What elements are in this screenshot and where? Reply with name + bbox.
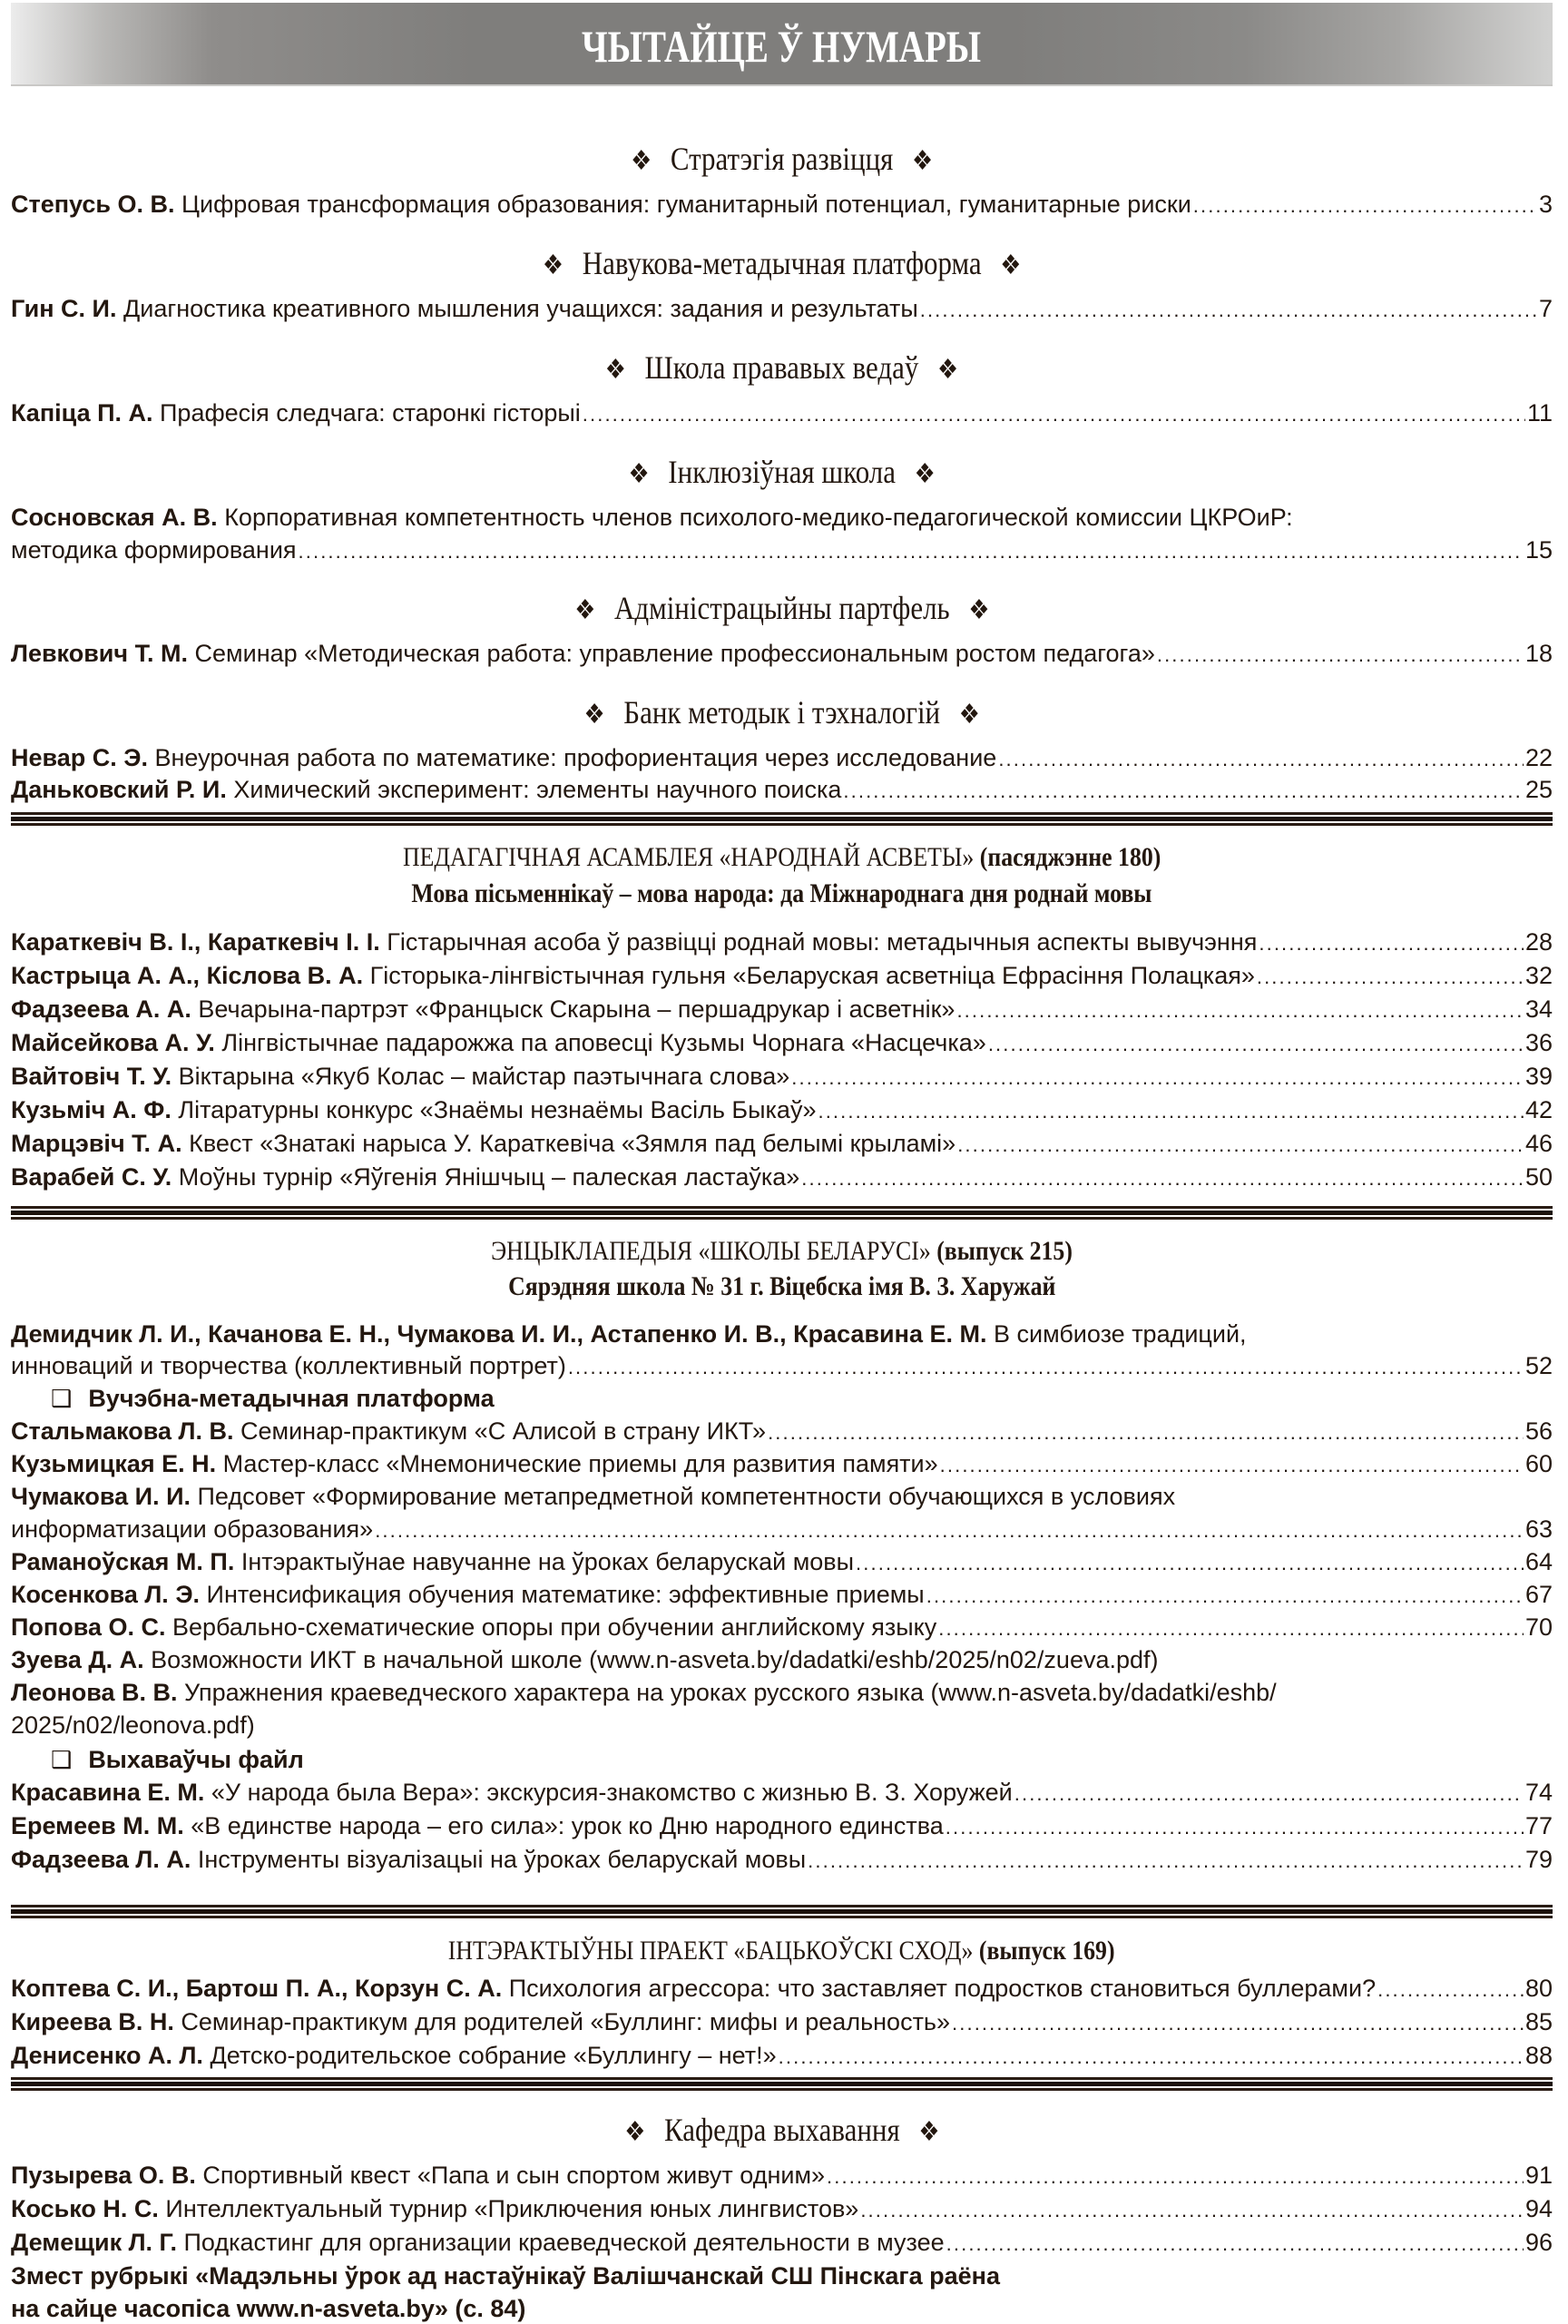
toc-entry[interactable]: [11, 502, 1553, 533]
entry-author: Даньковский Р. И.: [11, 776, 227, 803]
dot-leader: [779, 2042, 1524, 2073]
sub-rubric-title: Вучэбна-метадычная платформа: [88, 1385, 495, 1412]
divider-line: [11, 817, 1553, 821]
toc-entry[interactable]: [11, 1027, 1553, 1060]
entry-author: Невар С. Э.: [11, 744, 148, 771]
ornament-icon: ❖: [630, 146, 652, 176]
toc-entry-line: [11, 1481, 1553, 1512]
entry-author: Косько Н. С.: [11, 2195, 159, 2222]
toc-entry[interactable]: [11, 293, 1553, 326]
dot-leader: [808, 1846, 1524, 1877]
rubric-heading-inner: [605, 2110, 957, 2152]
rubric-title: Навукова-метадычная платформа: [582, 245, 982, 281]
ornament-icon: ❖: [1000, 250, 1022, 280]
dot-leader: [1377, 1975, 1524, 2005]
toc-entry[interactable]: [11, 1162, 1553, 1194]
rubric-title: Школа прававых ведаў: [644, 349, 919, 386]
divider-line: [11, 1211, 1553, 1215]
entry-author: Фадзеева А. А.: [11, 995, 191, 1023]
divider-line: [11, 1206, 1553, 1209]
ornament-icon: ❖: [914, 459, 936, 489]
entry-author: Демещик Л. Г.: [11, 2229, 177, 2256]
entry-title: Упражнения краеведческого характера на уроках русского языка (www.n-asveta.by/dadatki/eshb/: [184, 1679, 1277, 1706]
entry-page-number: 34: [1524, 995, 1553, 1023]
section-heading-text: ІНТЭРАКТЫЎНЫ ПРАЕКТ «БАЦЬКОЎСКІ СХОД»: [448, 1936, 974, 1966]
entry-title: Лінгвістычнае падарожжа па аповесці Кузьмы Чорнага «Насцечка»: [221, 1029, 986, 1056]
toc-entry-line: [11, 774, 1553, 807]
section-heading-inner: [448, 1935, 1115, 1967]
dot-leader: [801, 1163, 1524, 1194]
section-heading-inner: [403, 841, 1161, 874]
section-divider: [11, 1206, 1553, 1220]
entry-page-number: 39: [1524, 1063, 1553, 1090]
toc-entry[interactable]: [11, 1350, 1553, 1383]
entry-title: 2025/n02/leonova.pdf): [11, 1711, 255, 1739]
entry-author: Красавина Е. М.: [11, 1779, 205, 1806]
ornament-icon: ❖: [542, 250, 564, 280]
sub-rubric: [51, 1744, 304, 1775]
entry-title: Корпоративная компетентность членов психолого-медико-педагогической комиссии ЦКРОиР:: [224, 504, 1293, 531]
toc-entry[interactable]: [11, 189, 1553, 221]
entry-title: Мастер-класс «Мнемонические приемы для развития памяти»: [222, 1450, 938, 1477]
entry-author: Марцэвіч Т. А.: [11, 1130, 182, 1157]
entry-author: Капіца П. А.: [11, 399, 153, 427]
toc-entry[interactable]: [11, 1844, 1553, 1877]
entry-title: Химический эксперимент: элементы научного поиска: [233, 776, 842, 803]
toc-entry-line: [11, 1844, 1553, 1877]
entry-title: Интенсификация обучения математике: эффективные приемы: [206, 1581, 925, 1608]
rubric-heading-inner: [610, 452, 955, 495]
toc-entry-line: [11, 927, 1553, 959]
entry-page-number: 52: [1524, 1352, 1553, 1379]
divider-line: [11, 2077, 1553, 2080]
toc-entry[interactable]: [11, 994, 1553, 1026]
toc-entry[interactable]: [11, 2227, 1553, 2260]
toc-entry-line: [11, 1027, 1553, 1060]
section-heading-text: ЭНЦЫКЛАПЕДЫЯ «ШКОЛЫ БЕЛАРУСІ»: [491, 1236, 931, 1266]
toc-entry-line: [11, 2193, 1553, 2226]
toc-entry[interactable]: [11, 534, 1553, 567]
toc-entry-line: [11, 2227, 1553, 2260]
entry-author: Кузьмицкая Е. Н.: [11, 1450, 217, 1477]
entry-author: Караткевіч В. І., Караткевіч І. І.: [11, 928, 380, 956]
header-banner: [11, 3, 1553, 86]
entry-title: Прафесія следчага: старонкі гісторыі: [160, 399, 581, 427]
square-bullet-icon: ❑: [51, 1746, 73, 1773]
divider-line: [11, 823, 1553, 826]
entry-page-number: 36: [1524, 1029, 1553, 1056]
divider-line: [11, 1909, 1553, 1914]
entry-page-number: 7: [1538, 295, 1553, 322]
rubric-heading: [11, 452, 1553, 495]
divider-line: [11, 1217, 1553, 1220]
dot-leader: [1157, 640, 1524, 671]
rubric-title: Адміністрацыйны партфель: [613, 590, 950, 626]
ornament-icon: ❖: [623, 2117, 646, 2147]
toc-entry-line: [11, 2006, 1553, 2039]
dot-leader: [1259, 928, 1524, 959]
entry-title: методика формирования: [11, 536, 297, 564]
entry-page-number: 18: [1524, 640, 1553, 667]
toc-entry[interactable]: [11, 742, 1553, 775]
entry-page-number: 11: [1526, 399, 1553, 427]
toc-entry[interactable]: [11, 1514, 1553, 1546]
toc-entry[interactable]: [11, 1416, 1553, 1448]
toc-entry[interactable]: [11, 1612, 1553, 1644]
rubric-heading: [11, 243, 1553, 286]
online-content-note[interactable]: Змест рубрыкі «Мадэльны ўрок ад настаўнікаў Валішчанскай СШ Пінскага раёна: [11, 2262, 1000, 2290]
entry-page-number: 67: [1524, 1581, 1553, 1608]
entry-title: Семинар «Методическая работа: управление профессиональным ростом педагога»: [194, 640, 1155, 667]
section-heading: [11, 1235, 1553, 1268]
dot-leader: [1014, 1779, 1524, 1809]
toc-entry[interactable]: [11, 2193, 1553, 2226]
dot-leader: [952, 2008, 1524, 2039]
toc-entry-line: [11, 189, 1553, 221]
section-issue: (выпуск 215): [936, 1236, 1073, 1266]
rubric-heading-inner: [565, 692, 999, 735]
toc-entry[interactable]: [11, 1710, 1553, 1741]
entry-title: Диагностика креативного мышления учащихся: задания и результаты: [122, 295, 918, 322]
toc-entry[interactable]: [11, 2040, 1553, 2073]
entry-author: Кастрыца А. А., Кіслова В. А.: [11, 962, 364, 989]
entry-page-number: 25: [1524, 776, 1553, 803]
entry-title: Детско-родительское собрание «Буллингу – нет!»: [210, 2042, 777, 2069]
entry-title: Квест «Знатакі нарыса У. Караткевіча «Зямля пад белымі крыламі»: [189, 1130, 956, 1157]
online-content-note[interactable]: на сайце часопіса www.n-asveta.by» (с. 84): [11, 2295, 526, 2322]
entry-page-number: 96: [1524, 2229, 1553, 2256]
dot-leader: [860, 2195, 1524, 2226]
toc-entry[interactable]: [11, 1319, 1553, 1349]
ornament-icon: ❖: [604, 355, 626, 385]
divider-line: [11, 1916, 1553, 1918]
section-divider: [11, 2077, 1553, 2091]
section-subheading-text: Сярэдняя школа № 31 г. Віцебска імя В. З. Харужай: [507, 1271, 1056, 1301]
entry-page-number: 94: [1524, 2195, 1553, 2222]
section-subheading: [11, 878, 1553, 910]
entry-author: Зуева Д. А.: [11, 1646, 144, 1673]
ornament-icon: ❖: [583, 700, 605, 730]
dot-leader: [956, 995, 1524, 1026]
toc-entry-line: [11, 1777, 1553, 1809]
toc-entry-line: [11, 960, 1553, 993]
entry-title: Моўны турнір «Яўгенія Янішчыц – палеская ластаўка»: [178, 1163, 800, 1191]
entry-author: Киреева В. Н.: [11, 2008, 174, 2035]
ornament-icon: ❖: [628, 459, 650, 489]
toc-entry-line: [11, 1644, 1553, 1675]
toc-entry-line: [11, 1319, 1553, 1349]
entry-page-number: 56: [1524, 1417, 1553, 1445]
toc-entry-line: [11, 1546, 1553, 1579]
dot-leader: [299, 536, 1524, 567]
entry-title: Семинар-практикум для родителей «Буллинг: мифы и реальность»: [181, 2008, 951, 2035]
entry-page-number: 50: [1524, 1163, 1553, 1191]
toc-entry-line: [11, 1061, 1553, 1093]
toc-entry-line: [11, 1094, 1553, 1127]
dot-leader: [957, 1130, 1524, 1161]
dot-leader: [946, 2229, 1524, 2260]
entry-page-number: 22: [1524, 744, 1553, 771]
section-subheading-inner: [508, 1270, 1055, 1303]
dot-leader: [856, 1548, 1524, 1579]
toc-entry-line: [11, 502, 1553, 533]
divider-line: [11, 2082, 1553, 2086]
entry-page-number: 60: [1524, 1450, 1553, 1477]
entry-page-number: 88: [1524, 2042, 1553, 2069]
rubric-title: Інклюзіўная школа: [668, 454, 896, 490]
dot-leader: [791, 1063, 1524, 1093]
toc-entry[interactable]: [11, 397, 1553, 430]
entry-author: Леонова В. В.: [11, 1679, 178, 1706]
toc-entry[interactable]: [11, 1973, 1553, 2005]
entry-author: Коптева С. И., Бартош П. А., Корзун С. А.: [11, 1975, 503, 2002]
rubric-heading-inner: [555, 588, 1008, 631]
toc-entry[interactable]: [11, 638, 1553, 671]
entry-title: Інструменты візуалізацыі на ўроках беларускай мовы: [197, 1846, 807, 1873]
entry-title: «В единстве народа – его сила»: урок ко Дню народного единства: [191, 1812, 944, 1839]
section-subheading: [11, 1270, 1553, 1303]
rubric-heading-inner: [612, 139, 951, 181]
entry-author: Косенкова Л. Э.: [11, 1581, 201, 1608]
entry-page-number: 80: [1524, 1975, 1553, 2002]
entry-title: Интеллектуальный турнир «Приключения юных лингвистов»: [165, 2195, 859, 2222]
toc-entry[interactable]: [11, 2006, 1553, 2039]
page-title: ЧЫТАЙЦЕ Ў НУМАРЫ: [582, 21, 982, 72]
section-subheading-text: Мова пісьменнікаў – мова народа: да Міжнароднага дня роднай мовы: [411, 878, 1152, 908]
entry-title: Психология агрессора: что заставляет подростков становиться буллерами?: [508, 1975, 1377, 2002]
entry-title: В симбиозе традиций,: [993, 1320, 1247, 1348]
entry-author: Стальмакова Л. В.: [11, 1417, 234, 1445]
entry-title: «У народа была Вера»: экскурсия-знакомство с жизнью В. З. Хоружей: [211, 1779, 1013, 1806]
toc-entry-line: [11, 742, 1553, 775]
ornament-icon: ❖: [958, 700, 980, 730]
toc-entry-line: [11, 534, 1553, 567]
rubric-heading: [11, 692, 1553, 735]
toc-entry[interactable]: [11, 1777, 1553, 1809]
section-heading-inner: [491, 1235, 1073, 1268]
entry-author: Сосновская А. В.: [11, 504, 218, 531]
entry-title: Семинар-практикум «С Алисой в страну ИКТ»: [240, 1417, 767, 1445]
entry-title: Подкастинг для организации краеведческой деятельности в музее: [183, 2229, 945, 2256]
ornament-icon: ❖: [967, 595, 990, 625]
entry-page-number: 77: [1524, 1812, 1553, 1839]
toc-entry[interactable]: [11, 1094, 1553, 1127]
divider-line: [11, 812, 1553, 815]
dot-leader: [1257, 962, 1524, 993]
toc-entry-line: [11, 638, 1553, 671]
section-heading: [11, 841, 1553, 874]
rubric-heading-inner: [524, 243, 1040, 286]
ornament-icon: ❖: [917, 2117, 940, 2147]
entry-title: Гісторыка-лінгвістычная гульня «Беларуская асветніца Ефрасіння Полацкая»: [369, 962, 1255, 989]
dot-leader: [583, 399, 1525, 430]
entry-title: Педсовет «Формирование метапредметной компетентности обучающихся в условиях: [197, 1483, 1176, 1510]
entry-page-number: 64: [1524, 1548, 1553, 1575]
entry-title: Літаратурны конкурс «Знаёмы незнаёмы Васіль Быкаў»: [178, 1096, 817, 1123]
toc-entry-line: [11, 1579, 1553, 1612]
rubric-heading: [11, 588, 1553, 631]
entry-title: Возможности ИКТ в начальной школе (www.n-asveta.by/dadatki/eshb/2025/n02/zueva.pdf): [151, 1646, 1159, 1673]
entry-title: Гістарычная асоба ў развіцці роднай мовы: метадычныя аспекты вывучэння: [387, 928, 1258, 956]
entry-title: Вербально-схематические опоры при обучении английскому языку: [172, 1613, 937, 1641]
rubric-title: Банк методык і тэхналогій: [623, 694, 940, 731]
section-issue: (выпуск 169): [979, 1936, 1115, 1966]
entry-title: Цифровая трансформация образования: гуманитарный потенциал, гуманитарные риски: [181, 191, 1191, 218]
toc-entry-line: [11, 1677, 1553, 1708]
toc-entry[interactable]: [11, 1061, 1553, 1093]
toc-entry-line: [11, 1810, 1553, 1843]
entry-author: Раманоўская М. П.: [11, 1548, 235, 1575]
toc-entry-line: [11, 1612, 1553, 1644]
entry-page-number: 28: [1524, 928, 1553, 956]
dot-leader: [926, 1581, 1524, 1612]
entry-page-number: 3: [1538, 191, 1553, 218]
ornament-icon: ❖: [573, 595, 596, 625]
entry-author: Демидчик Л. И., Качанова Е. Н., Чумакова И. И., Астапенко И. В., Красавина Е. М.: [11, 1320, 987, 1348]
divider-line: [11, 2088, 1553, 2091]
toc-entry-line: [11, 1128, 1553, 1161]
toc-entry-line: [11, 1448, 1553, 1481]
toc-entry[interactable]: [11, 774, 1553, 807]
dot-leader: [920, 295, 1537, 326]
toc-entry-line: [11, 2160, 1553, 2192]
dot-leader: [1193, 191, 1537, 221]
dot-leader: [827, 2162, 1524, 2192]
entry-author: Еремеев М. М.: [11, 1812, 184, 1839]
entry-title: информатизации образования»: [11, 1515, 374, 1543]
dot-leader: [946, 1812, 1524, 1843]
section-issue: (пасяджэнне 180): [979, 842, 1161, 872]
entry-title: Спортивный квест «Папа и сын спортом живут одним»: [202, 2162, 826, 2189]
entry-author: Вайтовіч Т. У.: [11, 1063, 172, 1090]
dot-leader: [768, 1417, 1524, 1448]
dot-leader: [988, 1029, 1524, 1060]
dot-leader: [940, 1450, 1524, 1481]
section-divider: [11, 812, 1553, 826]
entry-author: Кузьміч А. Ф.: [11, 1096, 172, 1123]
rubric-heading: [11, 348, 1553, 390]
entry-page-number: 79: [1524, 1846, 1553, 1873]
sub-rubric-title: Выхаваўчы файл: [88, 1746, 304, 1773]
entry-author: Фадзеева Л. А.: [11, 1846, 191, 1873]
entry-page-number: 74: [1524, 1779, 1553, 1806]
rubric-heading-inner: [586, 348, 977, 390]
entry-title: Віктарына «Якуб Колас – майстар паэтычнага слова»: [178, 1063, 790, 1090]
entry-author: Попова О. С.: [11, 1613, 166, 1641]
dot-leader: [843, 776, 1524, 807]
divider-line: [11, 1905, 1553, 1907]
entry-page-number: 42: [1524, 1096, 1553, 1123]
entry-author: Варабей С. У.: [11, 1163, 172, 1191]
rubric-title: Стратэгія развіцця: [670, 141, 894, 177]
toc-entry[interactable]: [11, 1546, 1553, 1579]
square-bullet-icon: ❑: [51, 1385, 73, 1412]
entry-title: Вечарына-партрэт «Францыск Скарына – першадрукар і асветнік»: [198, 995, 956, 1023]
entry-author: Степусь О. В.: [11, 191, 175, 218]
ornament-icon: ❖: [911, 146, 934, 176]
section-subheading-inner: [411, 878, 1152, 910]
entry-author: Левкович Т. М.: [11, 640, 189, 667]
entry-page-number: 85: [1524, 2008, 1553, 2035]
ornament-icon: ❖: [937, 355, 959, 385]
entry-title: инноваций и творчества (коллективный портрет): [11, 1352, 566, 1379]
entry-title: Інтэрактыўнае навучанне на ўроках беларускай мовы: [240, 1548, 855, 1575]
toc-entry-line: [11, 1350, 1553, 1383]
toc-entry[interactable]: [11, 2160, 1553, 2192]
entry-page-number: 70: [1524, 1613, 1553, 1641]
toc-entry[interactable]: [11, 960, 1553, 993]
dot-leader: [998, 744, 1524, 775]
entry-page-number: 91: [1524, 2162, 1553, 2189]
toc-entry[interactable]: [11, 1644, 1553, 1675]
dot-leader: [375, 1515, 1524, 1546]
toc-entry[interactable]: [11, 1677, 1553, 1708]
entry-author: Денисенко А. Л.: [11, 2042, 203, 2069]
toc-entry-line: [11, 994, 1553, 1026]
rubric-title: Кафедра выхавання: [663, 2112, 900, 2148]
entry-author: Чумакова И. И.: [11, 1483, 191, 1510]
toc-entry-line: [11, 1973, 1553, 2005]
section-divider: [11, 1905, 1553, 1918]
toc-entry[interactable]: [11, 927, 1553, 959]
entry-author: Пузырева О. В.: [11, 2162, 196, 2189]
toc-entry-line: [11, 1416, 1553, 1448]
toc-entry-line: [11, 1162, 1553, 1194]
entry-page-number: 15: [1524, 536, 1553, 564]
toc-entry-line: [11, 293, 1553, 326]
toc-entry[interactable]: [11, 1448, 1553, 1481]
toc-entry-line: [11, 1514, 1553, 1546]
section-heading: [11, 1935, 1553, 1967]
toc-entry[interactable]: [11, 1810, 1553, 1843]
toc-entry-line: [11, 2040, 1553, 2073]
toc-entry-line: [11, 1710, 1553, 1741]
toc-entry[interactable]: [11, 1579, 1553, 1612]
entry-page-number: 46: [1524, 1130, 1553, 1157]
section-heading-text: ПЕДАГАГІЧНАЯ АСАМБЛЕЯ «НАРОДНАЙ АСВЕТЫ»: [402, 842, 975, 872]
rubric-heading: [11, 139, 1553, 181]
dot-leader: [938, 1613, 1524, 1644]
toc-entry-line: [11, 397, 1553, 430]
entry-page-number: 63: [1524, 1515, 1553, 1543]
dot-leader: [568, 1352, 1524, 1383]
toc-entry[interactable]: [11, 1481, 1553, 1512]
dot-leader: [818, 1096, 1523, 1127]
toc-entry[interactable]: [11, 1128, 1553, 1161]
entry-title: Внеурочная работа по математике: профориентация через исследование: [154, 744, 997, 771]
entry-page-number: 32: [1524, 962, 1553, 989]
entry-author: Гин С. И.: [11, 295, 117, 322]
rubric-heading: [11, 2110, 1553, 2152]
entry-author: Майсейкова А. У.: [11, 1029, 215, 1056]
sub-rubric: [51, 1383, 495, 1414]
